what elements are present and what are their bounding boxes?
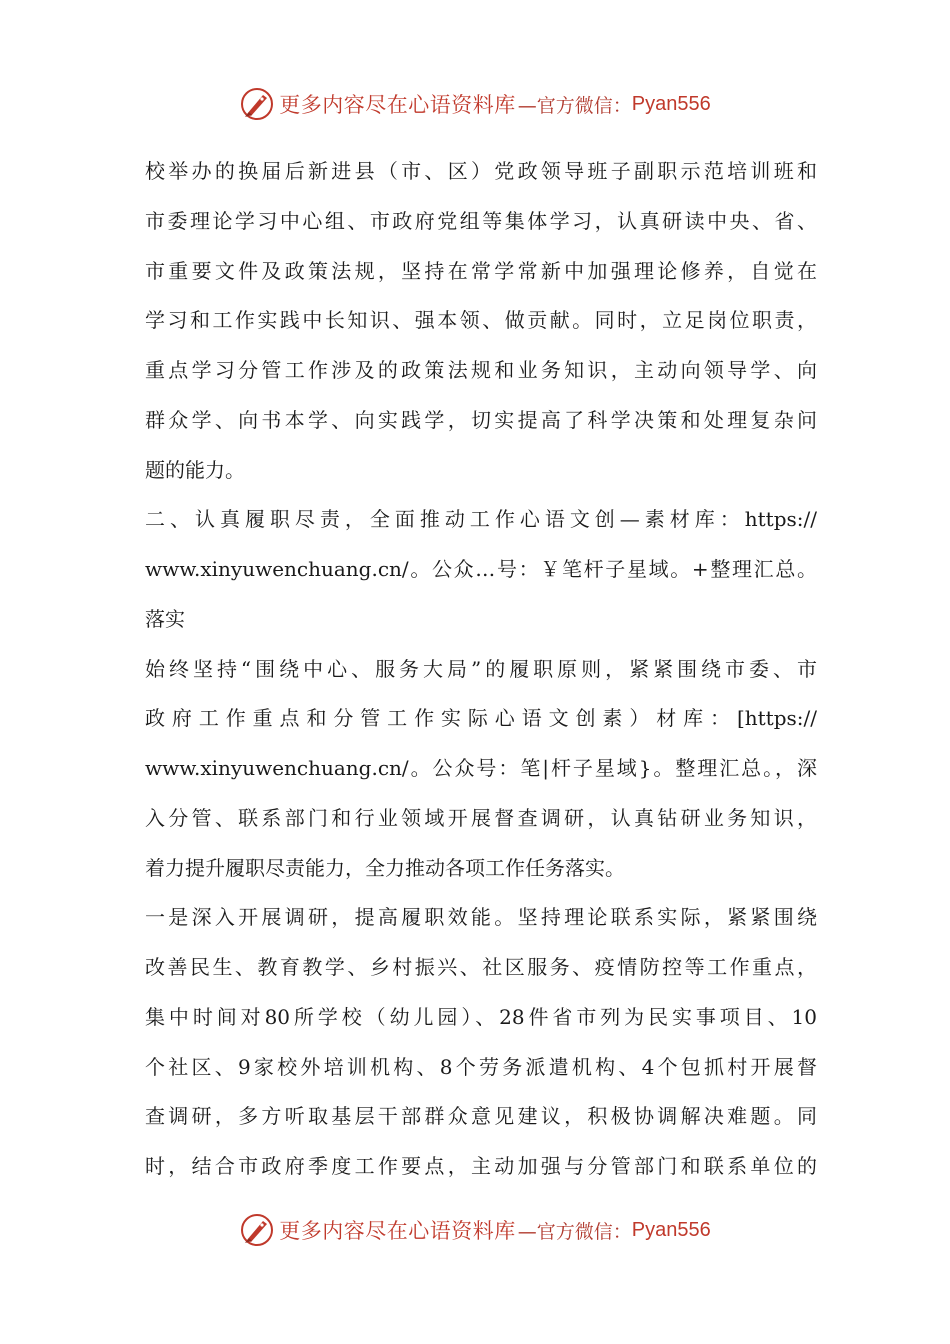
banner-main-text: 更多内容尽在心语资料库 [279,93,516,117]
body-line: 市重要文件及政策法规，坚持在常学常新中加强理论修养，自觉在 [145,258,817,283]
body-line: 重点学习分管工作涉及的政策法规和业务知识，主动向领导学、向 [145,358,817,382]
banner-sub-text: —官方微信： [517,1220,632,1243]
body-line: www.xinyuwenchuang.cn/。公众…号：￥笔杆子星域。+整理汇总。 [145,557,817,581]
section-heading-line: 二、认真履职尽责，全面推动工作心语文创—素材库：https:// [145,507,817,532]
banner-wechat-id: Pyan556 [631,92,711,115]
body-line: 改善民生、教育教学、乡村振兴、社区服务、疫情防控等工作重点， [145,955,817,979]
body-line: 入分管、联系部门和行业领域开展督查调研，认真钻研业务知识， [145,805,817,830]
document-body [145,147,817,1192]
banner-main-text: 更多内容尽在心语资料库 [279,1219,516,1243]
body-line: 个社区、9家校外培训机构、8个劳务派遣机构、4个包抓村开展督 [145,1054,817,1079]
body-line: 查调研，多方听取基层干部群众意见建议，积极协调解决难题。同 [145,1104,817,1129]
banner-sub-text: —官方微信： [517,94,632,117]
body-line: 始终坚持“围绕中心、服务大局”的履职原则，紧紧围绕市委、市 [145,656,817,681]
header-banner [0,82,950,126]
body-line: 落实 [145,606,185,631]
pen-nib-circle-icon [239,86,275,122]
body-line: 群众学、向书本学、向实践学，切实提高了科学决策和处理复杂问 [145,407,817,432]
body-line: 学习和工作实践中长知识、强本领、做贡献。同时，立足岗位职责， [145,308,817,333]
body-line: www.xinyuwenchuang.cn/。公众号：笔|杆子星域}。整理汇总。，深 [145,756,817,780]
pen-nib-circle-icon [239,1212,275,1248]
body-line: 题的能力。 [145,457,245,482]
banner-wechat-id: Pyan556 [631,1218,711,1241]
body-line: 时，结合市政府季度工作要点，主动加强与分管部门和联系单位的 [145,1154,817,1178]
body-line: 着力提升履职尽责能力，全力推动各项工作任务落实。 [145,855,625,880]
body-line: 校举办的换届后新进县（市、区）党政领导班子副职示范培训班和 [145,159,817,183]
body-line: 市委理论学习中心组、市政府党组等集体学习，认真研读中央、省、 [145,208,817,233]
body-line: 政府工作重点和分管工作实际心语文创素）材库：[https:// [145,706,817,731]
body-line: 一是深入开展调研，提高履职效能。坚持理论联系实际，紧紧围绕 [145,905,817,930]
body-line: 集中时间对80所学校（幼儿园）、28件省市列为民实事项目、10 [145,1004,817,1029]
footer-banner [0,1208,950,1252]
